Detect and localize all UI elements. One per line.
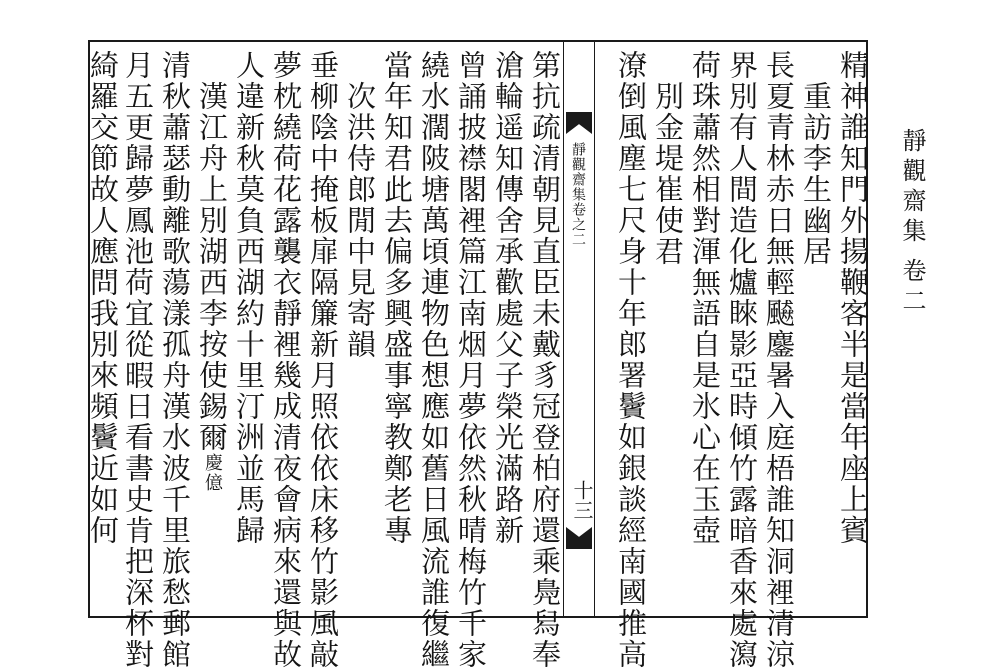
spine-page-number: 十三 <box>570 480 594 520</box>
text-column-17-poem-title <box>193 50 231 610</box>
spine-title: 靜觀齋集卷之二 <box>570 142 586 247</box>
text-column-10: 曾誦披襟閣裡篇江南烟月夢依然秋晴梅竹千家 <box>454 50 488 670</box>
text-column-7: 潦倒風塵七尺身十年郎署鬢如銀談經南國推高 <box>614 50 648 670</box>
text-column-12: 當年知君此去偏多興盛事寧教鄭老專 <box>380 50 414 546</box>
text-column-8: 第抗疏清朝見直臣未戴豸冠登柏府還乘鳧舄奉 <box>528 50 562 670</box>
poem-title-text: 漢江舟上別湖西李按使錫爾 <box>195 50 229 453</box>
text-column-20: 綺羅交節故人應問我別來頻鬢近如何 <box>86 50 120 546</box>
book-title-margin: 靜觀齋集 <box>898 128 926 248</box>
text-column-6-poem-title: 別金堤崔使君 <box>651 50 685 267</box>
center-spine <box>563 42 595 616</box>
text-column-11: 繞水濶陂塘萬頃連物色想應如舊日風流誰復繼 <box>417 50 451 670</box>
text-column-15: 夢枕繞荷花露襲衣靜裡幾成清夜會病來還與故 <box>269 50 303 670</box>
text-column-9: 滄輪遥知傳舍承歡處父子榮光滿路新 <box>491 50 525 546</box>
text-column-16: 人違新秋莫負西湖約十里汀洲並馬歸 <box>232 50 266 546</box>
text-column-1: 精神誰知門外揚鞭客半是當年座上賓 <box>836 50 870 546</box>
text-column-5: 荷珠蕭然相對渾無語自是氷心在玉壺 <box>688 50 722 546</box>
text-column-13-poem-title: 次洪侍郎閒中見寄韻 <box>343 50 377 360</box>
fish-tail-mark-top <box>566 112 592 134</box>
author-note: 慶億 <box>202 453 223 493</box>
volume-label-margin: 卷二 <box>898 258 926 318</box>
text-column-19: 月五更歸夢鳳池荷宜從暇日看書史肯把深杯對 <box>121 50 155 670</box>
text-column-4: 界別有人間造化爐睞影亞時傾竹露暗香來處瀉 <box>725 50 759 670</box>
text-column-3: 長夏青林赤日無輕飇鏖暑入庭梧誰知洞裡清涼 <box>762 50 796 670</box>
text-column-18: 清秋蕭瑟動離歌蕩漾孤舟漢水波千里旅愁郵館 <box>158 50 192 670</box>
text-column-14: 垂柳陰中掩板扉隔簾新月照依依床移竹影風敲 <box>306 50 340 670</box>
text-frame <box>86 40 870 670</box>
fish-tail-mark-bottom <box>566 527 592 549</box>
text-column-2-poem-title: 重訪李生幽居 <box>799 50 833 267</box>
